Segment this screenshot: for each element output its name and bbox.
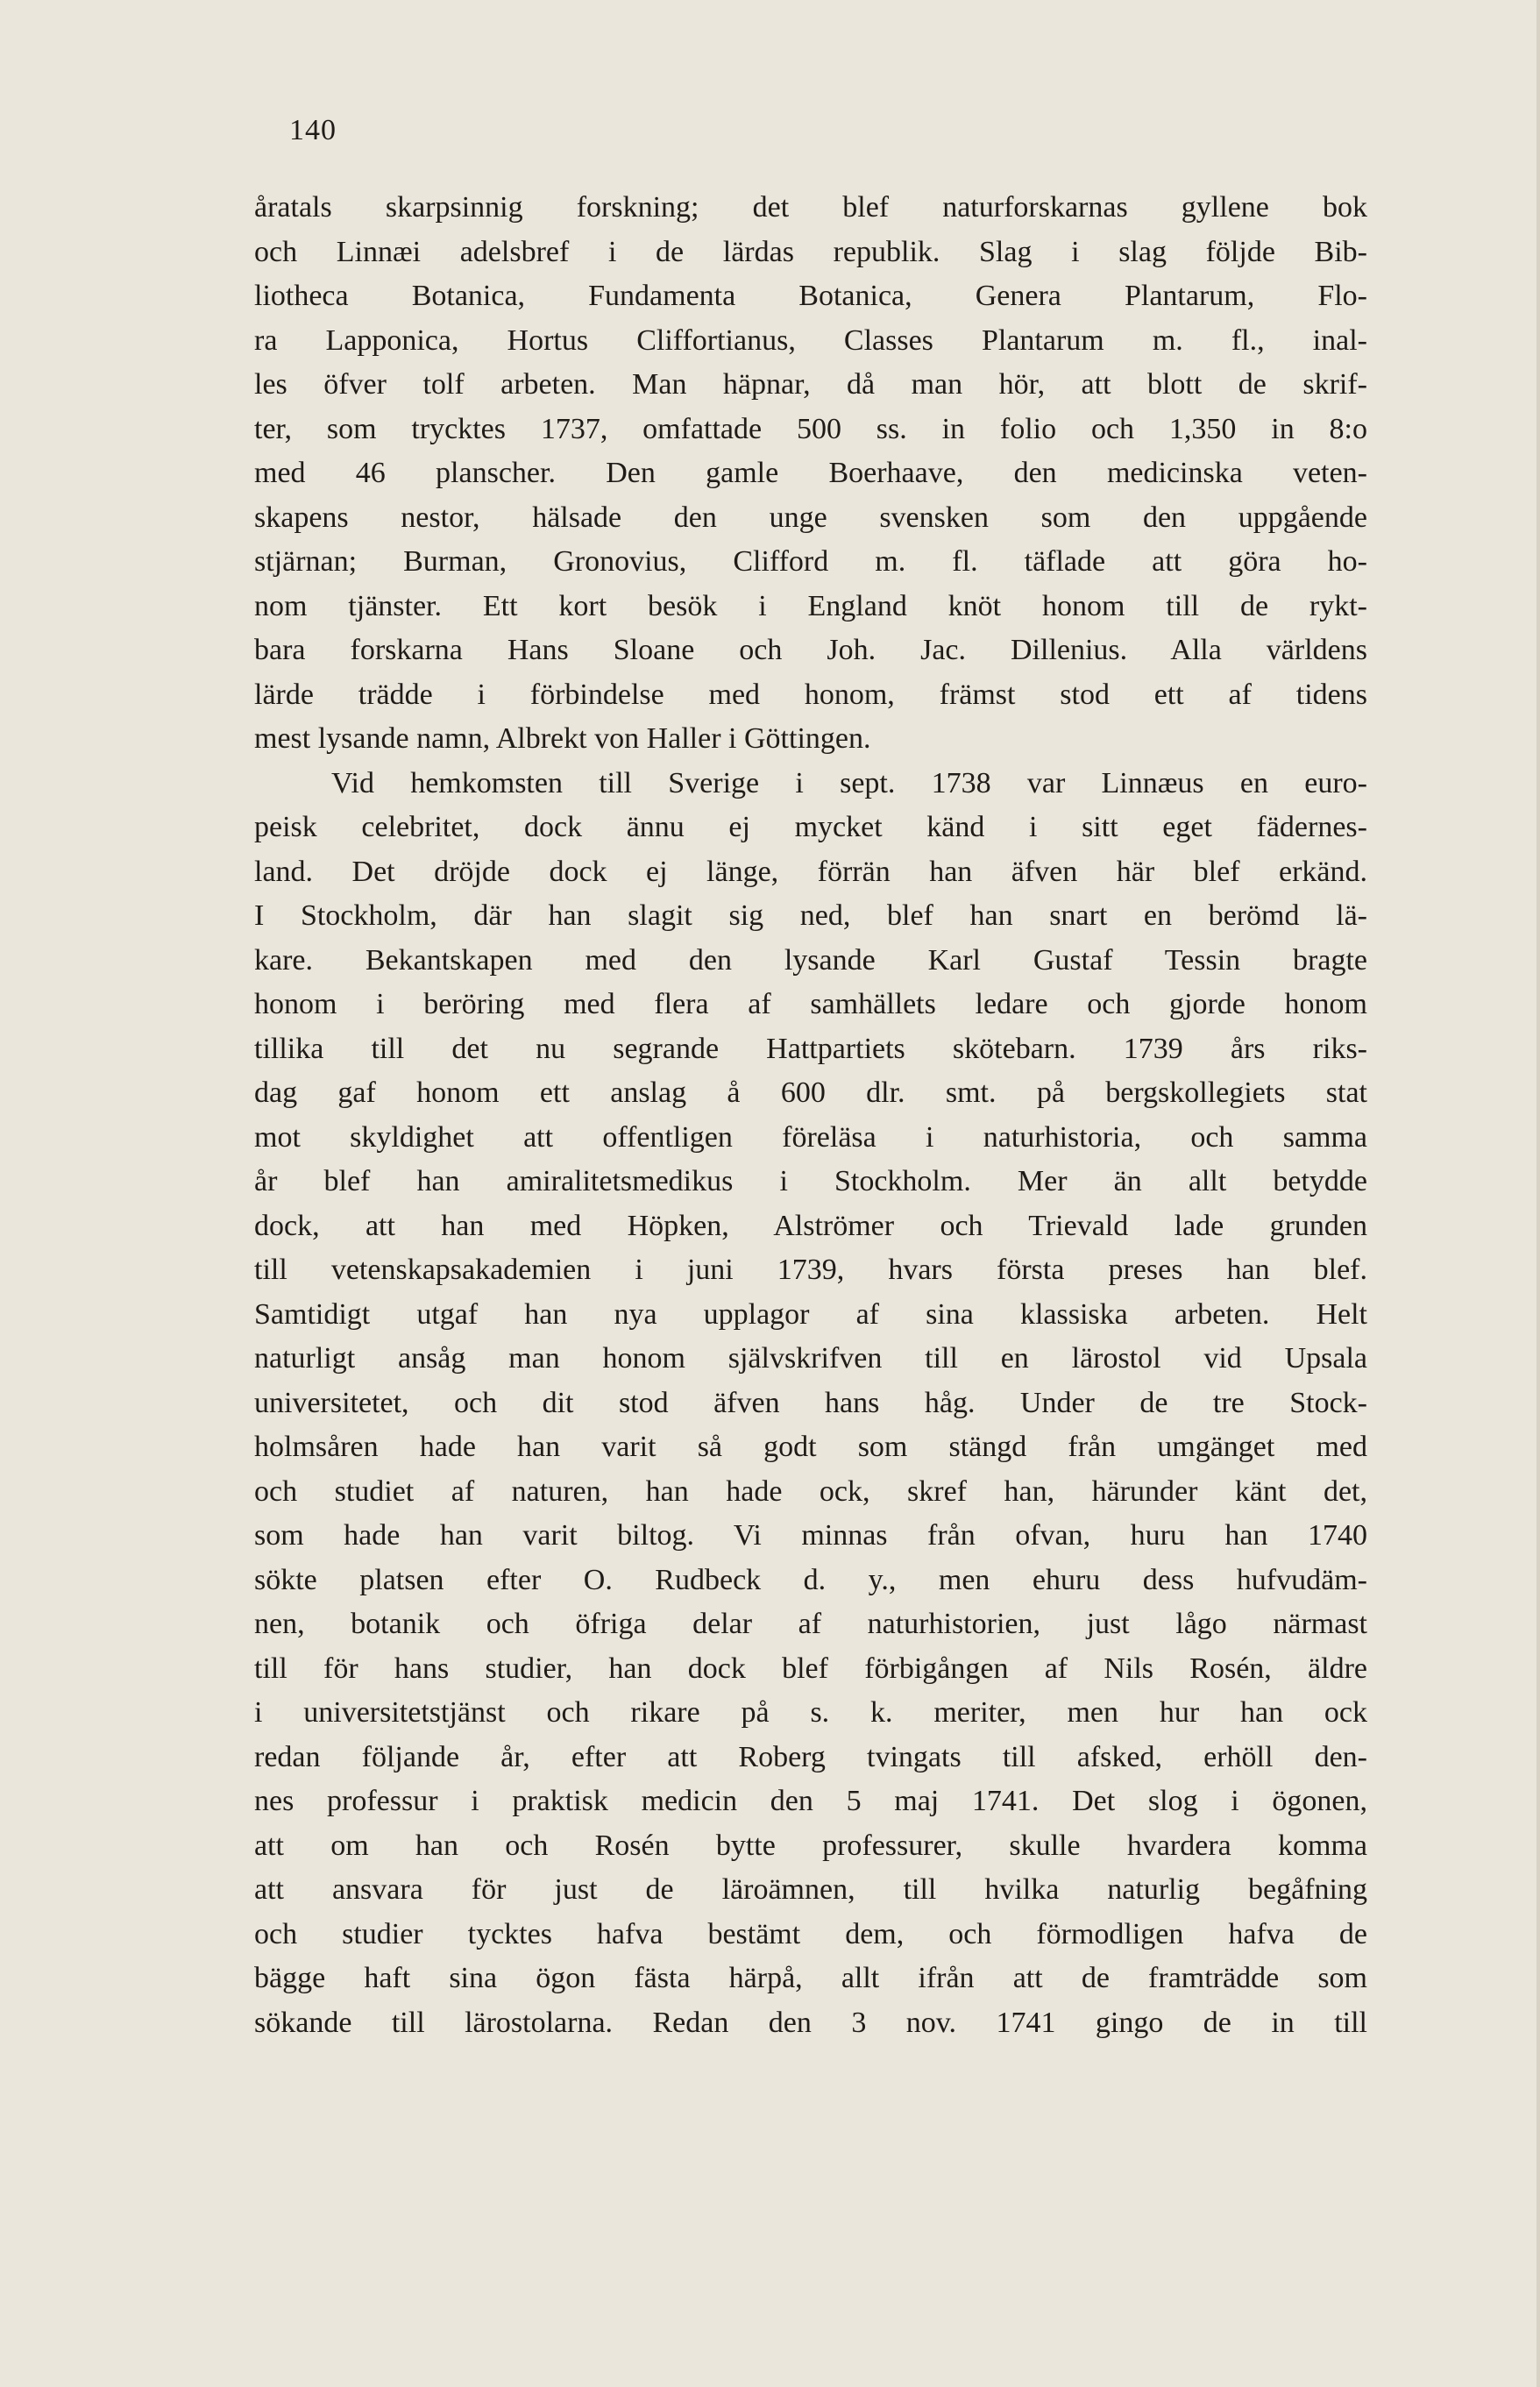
- text-line: till vetenskapsakademien i juni 1739, hvars första preses han blef.: [254, 1254, 1367, 1286]
- text-line: ter, som trycktes 1737, omfattade 500 ss. in folio och 1,350 in 8:o: [254, 412, 1367, 445]
- text-line: i universitetstjänst och rikare på s. k. meriter, men hur han ock: [254, 1696, 1367, 1729]
- text-line: och studiet af naturen, han hade ock, skref han, härunder känt det,: [254, 1474, 1367, 1508]
- text-line: bägge haft sina ögon fästa härpå, allt ifrån att de framträdde som: [254, 1962, 1367, 1994]
- text-line: sökande till lärostolarna. Redan den 3 nov. 1741 gingo de in till: [254, 2006, 1367, 2039]
- text-line: stjärnan; Burman, Gronovius, Clifford m. fl. täflade att göra ho-: [254, 545, 1367, 578]
- text-line: liotheca Botanica, Fundamenta Botanica, Genera Plantarum, Flo-: [254, 280, 1367, 312]
- text-line: mot skyldighet att offentligen föreläsa i naturhistoria, och samma: [254, 1120, 1367, 1154]
- text-line: tillika till det nu segrande Hattpartiets skötebarn. 1739 års riks-: [254, 1032, 1367, 1065]
- text-line: redan följande år, efter att Roberg tvingats till afsked, erhöll den-: [254, 1740, 1367, 1773]
- text-line: med 46 planscher. Den gamle Boerhaave, den medicinska veten-: [254, 457, 1367, 489]
- text-line: som hade han varit biltog. Vi minnas från ofvan, huru han 1740: [254, 1519, 1367, 1552]
- text-line: I Stockholm, där han slagit sig ned, blef han snart en berömd lä-: [254, 899, 1367, 932]
- body-text: [254, 186, 1367, 2045]
- text-line: kare. Bekantskapen med den lysande Karl Gustaf Tessin bragte: [254, 943, 1367, 977]
- text-line: att om han och Rosén bytte professurer, skulle hvardera komma: [254, 1829, 1367, 1862]
- page-edge: [1536, 0, 1540, 2387]
- text-line: naturligt ansåg man honom självskrifven till en lärostol vid Upsala: [254, 1342, 1367, 1375]
- text-line: skapens nestor, hälsade den unge svensken som den uppgående: [254, 501, 1367, 534]
- text-line: nes professur i praktisk medicin den 5 maj 1741. Det slog i ögonen,: [254, 1785, 1367, 1817]
- text-line: Vid hemkomsten till Sverige i sept. 1738 var Linnæus en euro-: [331, 766, 1367, 799]
- text-line: les öfver tolf arbeten. Man häpnar, då man hör, att blott de skrif-: [254, 368, 1367, 401]
- text-line: år blef han amiralitetsmedikus i Stockholm. Mer än allt betydde: [254, 1165, 1367, 1197]
- text-line: åratals skarpsinnig forskning; det blef naturforskarnas gyllene bok: [254, 191, 1367, 224]
- text-line: land. Det dröjde dock ej länge, förrän han äfven här blef erkänd.: [254, 855, 1367, 888]
- text-line: ra Lapponica, Hortus Cliffortianus, Classes Plantarum m. fl., inal-: [254, 323, 1367, 357]
- text-line: honom i beröring med flera af samhällets ledare och gjorde honom: [254, 988, 1367, 1020]
- text-line: lärde trädde i förbindelse med honom, främst stod ett af tidens: [254, 678, 1367, 711]
- text-line: universitetet, och dit stod äfven hans håg. Under de tre Stock-: [254, 1386, 1367, 1419]
- text-line: nen, botanik och öfriga delar af naturhistorien, just lågo närmast: [254, 1608, 1367, 1640]
- text-line: och Linnæi adelsbref i de lärdas republik. Slag i slag följde Bib-: [254, 235, 1367, 268]
- text-line: till för hans studier, han dock blef förbigången af Nils Rosén, äldre: [254, 1652, 1367, 1685]
- text-line: sökte platsen efter O. Rudbeck d. y., men ehuru dess hufvudäm-: [254, 1563, 1367, 1596]
- text-line: peisk celebritet, dock ännu ej mycket känd i sitt eget fädernes-: [254, 811, 1367, 843]
- text-line: mest lysande namn, Albrekt von Haller i Göttingen.: [254, 722, 871, 755]
- page-number: 140: [289, 114, 337, 146]
- text-line: dag gaf honom ett anslag å 600 dlr. smt. på bergskollegiets stat: [254, 1076, 1367, 1109]
- text-line: nom tjänster. Ett kort besök i England knöt honom till de rykt-: [254, 589, 1367, 622]
- text-line: att ansvara för just de läroämnen, till hvilka naturlig begåfning: [254, 1873, 1367, 1906]
- text-line: dock, att han med Höpken, Alströmer och Trievald lade grunden: [254, 1209, 1367, 1242]
- text-line: och studier tycktes hafva bestämt dem, och förmodligen hafva de: [254, 1917, 1367, 1950]
- text-line: holmsåren hade han varit så godt som stängd från umgänget med: [254, 1431, 1367, 1463]
- text-line: bara forskarna Hans Sloane och Joh. Jac. Dillenius. Alla världens: [254, 634, 1367, 666]
- text-line: Samtidigt utgaf han nya upplagor af sina klassiska arbeten. Helt: [254, 1297, 1367, 1331]
